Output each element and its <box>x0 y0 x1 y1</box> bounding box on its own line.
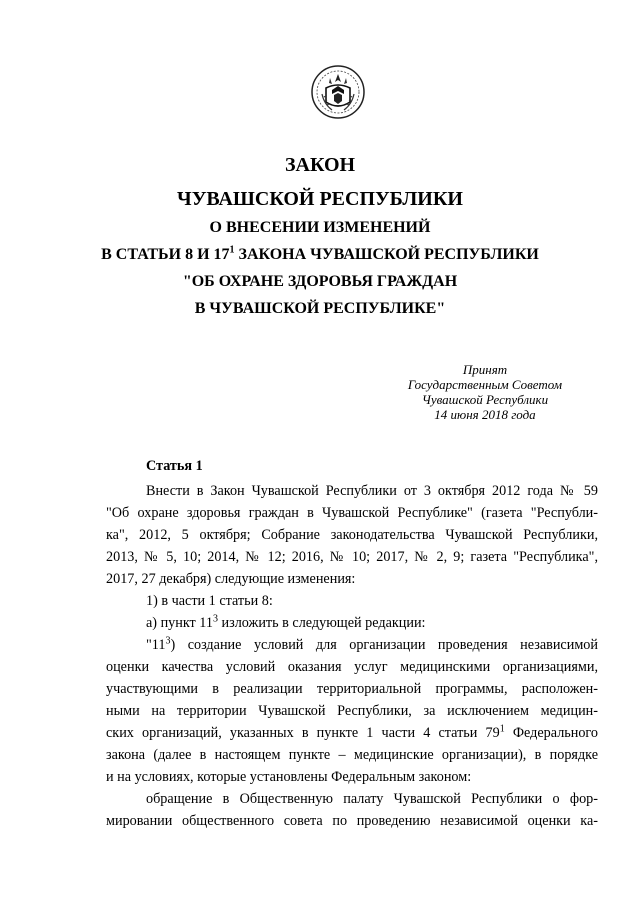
quoted-text: "11 <box>146 637 166 653</box>
paragraph-line: ка", 2012, 5 октября; Собрание законодательства Чувашской Республики, <box>106 527 598 543</box>
quoted-line: ными на территории Чувашской Республики, за исключением медицин- <box>106 703 598 719</box>
paragraph-line: Внести в Закон Чувашской Республики от 3 октября 2012 года № 59 <box>146 483 598 499</box>
list-item <box>106 612 598 634</box>
list-item-text: а) пункт 11 <box>146 615 213 631</box>
paragraph-line: мировании общественного совета по проведению независимой оценки ка- <box>106 813 598 829</box>
quoted-line: и на условиях, которые установлены Федеральным законом: <box>106 769 472 785</box>
paragraph-line: 2017, 27 декабря) следующие изменения: <box>106 571 356 587</box>
quoted-text: ) создание условий для организации проведения независимой <box>170 637 598 653</box>
list-item: 1) в части 1 статьи 8: <box>146 593 273 609</box>
paragraph-line: 2013, № 5, 10; 2014, № 12; 2016, № 10; 2017, № 2, 9; газета "Республика", <box>106 549 598 565</box>
adoption-line: Государственным Советом <box>407 377 563 392</box>
law-subtitle <box>0 214 640 322</box>
superscript: 3 <box>165 635 171 647</box>
adoption-line: Принят <box>462 362 508 377</box>
subtitle-line: В ЧУВАШСКОЙ РЕСПУБЛИКЕ" <box>194 300 446 317</box>
paragraph-line: "Об охране здоровья граждан в Чувашской Республике" (газета "Республи- <box>106 505 598 521</box>
article-heading: Статья 1 <box>146 458 203 474</box>
law-title <box>0 148 640 216</box>
quoted-line: оценки качества условий оказания услуг медицинскими организациями, <box>106 659 598 675</box>
quoted-line <box>106 634 598 656</box>
quoted-line: участвующими в реализации территориальной программы, расположен- <box>106 681 598 697</box>
article-body <box>106 455 598 832</box>
list-item-text: изложить в следующей редакции: <box>217 615 426 631</box>
subtitle-line: "ОБ ОХРАНЕ ЗДОРОВЬЯ ГРАЖДАН <box>182 273 458 290</box>
superscript: 1 <box>229 244 235 256</box>
quoted-text: ских организаций, указанных в пункте 1 части 4 статьи 79 <box>106 725 500 741</box>
chuvash-republic-emblem-icon <box>310 64 366 120</box>
subtitle-line: О ВНЕСЕНИИ ИЗМЕНЕНИЙ <box>209 219 431 236</box>
subtitle-text: В СТАТЬИ 8 И 17 <box>101 246 230 263</box>
quoted-text: Федерального <box>504 725 598 741</box>
subtitle-line <box>0 241 640 268</box>
law-title-line: ЗАКОН <box>284 154 356 176</box>
adoption-note <box>380 362 590 422</box>
superscript: 1 <box>499 723 505 735</box>
law-title-line: ЧУВАШСКОЙ РЕСПУБЛИКИ <box>177 188 463 210</box>
paragraph-line: обращение в Общественную палату Чувашской Республики о фор- <box>146 791 598 807</box>
quoted-line <box>106 722 598 744</box>
superscript: 3 <box>212 613 218 625</box>
adoption-line: Чувашской Республики <box>421 392 549 407</box>
quoted-line: закона (далее в настоящем пункте – медицинские организации), в порядке <box>106 747 598 763</box>
adoption-date: 14 июня 2018 года <box>434 407 536 422</box>
subtitle-text: ЗАКОНА ЧУВАШСКОЙ РЕСПУБЛИКИ <box>234 246 539 263</box>
